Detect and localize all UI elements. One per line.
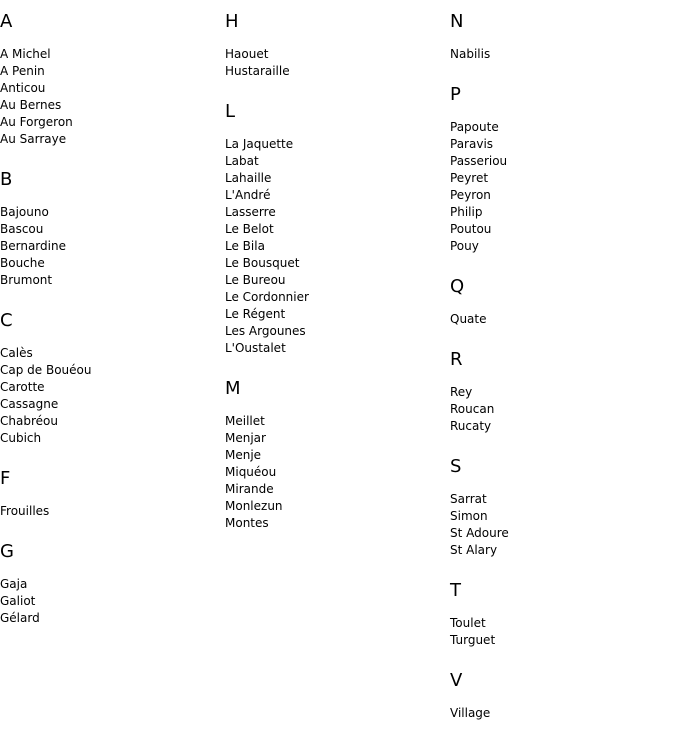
place-link[interactable]: Bouche bbox=[0, 256, 45, 270]
letter-group bbox=[450, 579, 670, 649]
letter-heading: S bbox=[450, 456, 462, 477]
place-link[interactable]: Montes bbox=[225, 516, 269, 530]
place-link[interactable]: Peyret bbox=[450, 171, 489, 185]
place-link[interactable]: Poutou bbox=[450, 222, 492, 236]
place-link[interactable]: Chabréou bbox=[0, 414, 58, 428]
place-link[interactable]: Labat bbox=[225, 154, 259, 168]
letter-group bbox=[0, 540, 220, 627]
letter-heading: N bbox=[450, 11, 464, 32]
place-link[interactable]: Bajouno bbox=[0, 205, 49, 219]
place-link[interactable]: Passeriou bbox=[450, 154, 508, 168]
place-link[interactable]: Cap de Bouéou bbox=[0, 363, 92, 377]
place-link[interactable]: Quate bbox=[450, 312, 487, 326]
place-link[interactable]: Philip bbox=[450, 205, 483, 219]
letter-heading: H bbox=[225, 11, 239, 32]
place-link[interactable]: Village bbox=[450, 706, 491, 720]
letter-group bbox=[0, 168, 220, 289]
place-link[interactable]: Miquéou bbox=[225, 465, 277, 479]
place-link[interactable]: Au Bernes bbox=[0, 98, 62, 112]
place-link[interactable]: Pouy bbox=[450, 239, 479, 253]
letter-group bbox=[225, 377, 445, 532]
place-link[interactable]: Le Bila bbox=[225, 239, 265, 253]
place-link[interactable]: Nabilis bbox=[450, 47, 491, 61]
place-link[interactable]: Le Bousquet bbox=[225, 256, 300, 270]
place-link[interactable]: Le Bureou bbox=[225, 273, 286, 287]
place-link[interactable]: Peyron bbox=[450, 188, 491, 202]
entry-list bbox=[450, 384, 670, 435]
index-column bbox=[0, 10, 220, 647]
place-link[interactable]: Bernardine bbox=[0, 239, 66, 253]
letter-group bbox=[450, 275, 670, 328]
letter-heading: L bbox=[225, 101, 236, 122]
place-link[interactable]: Haouet bbox=[225, 47, 269, 61]
place-link[interactable]: L'André bbox=[225, 188, 271, 202]
letter-group bbox=[450, 348, 670, 435]
place-link[interactable]: Galiot bbox=[0, 594, 36, 608]
place-link[interactable]: A Penin bbox=[0, 64, 45, 78]
index-column bbox=[225, 10, 445, 552]
letter-heading: R bbox=[450, 349, 463, 370]
entry-list bbox=[0, 503, 220, 520]
letter-heading: G bbox=[0, 541, 14, 562]
entry-list bbox=[225, 413, 445, 532]
place-link[interactable]: St Adoure bbox=[450, 526, 509, 540]
letter-heading: B bbox=[0, 169, 13, 190]
letter-heading: Q bbox=[450, 276, 465, 297]
letter-group bbox=[450, 10, 670, 63]
letter-heading: V bbox=[450, 670, 463, 691]
place-link[interactable]: Paravis bbox=[450, 137, 494, 151]
place-link[interactable]: Cassagne bbox=[0, 397, 59, 411]
place-link[interactable]: A Michel bbox=[0, 47, 51, 61]
place-link[interactable]: Simon bbox=[450, 509, 488, 523]
place-link[interactable]: Cubich bbox=[0, 431, 42, 445]
place-link[interactable]: Rucaty bbox=[450, 419, 492, 433]
entry-list bbox=[0, 46, 220, 148]
letter-group bbox=[450, 455, 670, 559]
place-link[interactable]: Calès bbox=[0, 346, 33, 360]
place-link[interactable]: Meillet bbox=[225, 414, 265, 428]
entry-list bbox=[0, 345, 220, 447]
entry-list bbox=[450, 119, 670, 255]
entry-list bbox=[225, 46, 445, 80]
entry-list bbox=[450, 46, 670, 63]
index-column bbox=[450, 10, 670, 742]
entry-list bbox=[0, 204, 220, 289]
place-link[interactable]: Lasserre bbox=[225, 205, 276, 219]
entry-list bbox=[450, 311, 670, 328]
place-link[interactable]: St Alary bbox=[450, 543, 498, 557]
entry-list bbox=[450, 491, 670, 559]
letter-heading: C bbox=[0, 310, 13, 331]
place-link[interactable]: Carotte bbox=[0, 380, 45, 394]
entry-list bbox=[450, 615, 670, 649]
letter-group bbox=[0, 467, 220, 520]
place-link[interactable]: Turguet bbox=[450, 633, 496, 647]
place-link[interactable]: Sarrat bbox=[450, 492, 487, 506]
place-link[interactable]: Mirande bbox=[225, 482, 274, 496]
place-link[interactable]: Le Cordonnier bbox=[225, 290, 309, 304]
place-link[interactable]: Menje bbox=[225, 448, 262, 462]
place-link[interactable]: La Jaquette bbox=[225, 137, 294, 151]
place-link[interactable]: L'Oustalet bbox=[225, 341, 286, 355]
place-link[interactable]: Papoute bbox=[450, 120, 499, 134]
place-link[interactable]: Au Forgeron bbox=[0, 115, 73, 129]
place-link[interactable]: Toulet bbox=[450, 616, 486, 630]
place-link[interactable]: Bascou bbox=[0, 222, 44, 236]
letter-group bbox=[450, 83, 670, 255]
place-link[interactable]: Monlezun bbox=[225, 499, 283, 513]
letter-group bbox=[0, 309, 220, 447]
place-link[interactable]: Les Argounes bbox=[225, 324, 306, 338]
letter-group bbox=[0, 10, 220, 148]
place-link[interactable]: Au Sarraye bbox=[0, 132, 67, 146]
place-link[interactable]: Le Régent bbox=[225, 307, 286, 321]
place-link[interactable]: Brumont bbox=[0, 273, 53, 287]
place-link[interactable]: Lahaille bbox=[225, 171, 272, 185]
entry-list bbox=[225, 136, 445, 357]
letter-heading: M bbox=[225, 378, 241, 399]
letter-group bbox=[225, 100, 445, 357]
place-link[interactable]: Gaja bbox=[0, 577, 28, 591]
place-link[interactable]: Hustaraille bbox=[225, 64, 290, 78]
letter-group bbox=[450, 669, 670, 722]
place-link[interactable]: Le Belot bbox=[225, 222, 274, 236]
letter-heading: P bbox=[450, 84, 461, 105]
letter-group bbox=[225, 10, 445, 80]
place-link[interactable]: Anticou bbox=[0, 81, 46, 95]
place-link[interactable]: Rey bbox=[450, 385, 473, 399]
place-link[interactable]: Gélard bbox=[0, 611, 40, 625]
place-link[interactable]: Roucan bbox=[450, 402, 495, 416]
place-link[interactable]: Frouilles bbox=[0, 504, 50, 518]
place-link[interactable]: Menjar bbox=[225, 431, 266, 445]
entry-list bbox=[0, 576, 220, 627]
letter-heading: T bbox=[450, 580, 461, 601]
letter-heading: A bbox=[0, 11, 13, 32]
letter-heading: F bbox=[0, 468, 11, 489]
entry-list bbox=[450, 705, 670, 722]
